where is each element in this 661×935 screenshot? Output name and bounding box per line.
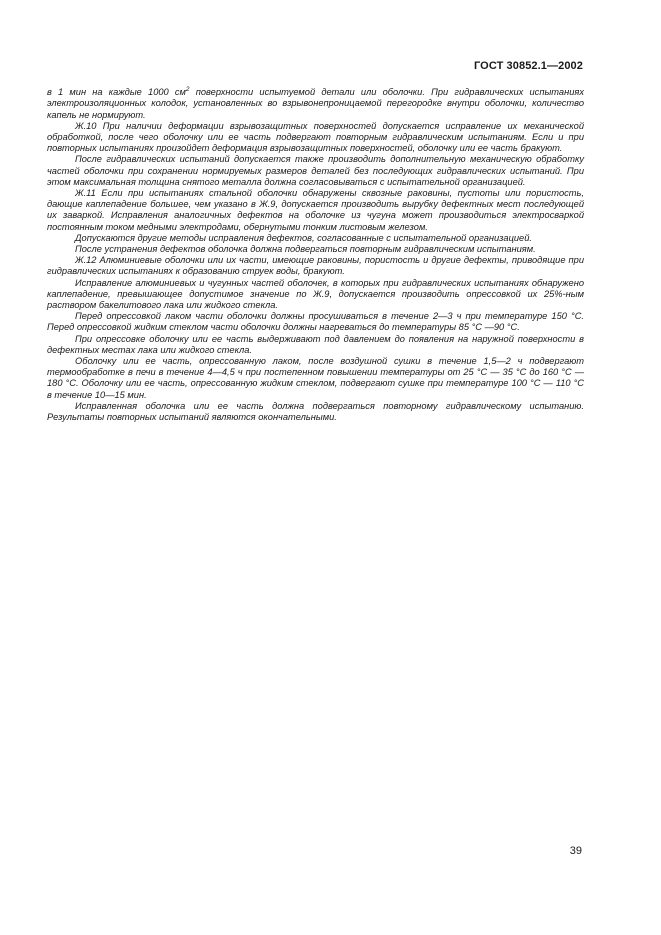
paragraph-zh10: Ж.10 При наличии деформации взрывозащитных поверхностей допускается исправление их механической обработкой, после чего оболочку или ее часть подвергают повторным гидравлическим испытаниям. Если и при повторных испытаниях произойдет деформация взрывозащитных поверхностей, оболочку или ее часть бракуют. (47, 120, 584, 154)
paragraph-text: в 1 мин на каждые 1000 см (47, 87, 186, 98)
document-header (474, 60, 583, 72)
paragraph: Исправление алюминиевых и чугунных частей оболочек, в которых при гидравлических испытаниях обнаружено каплепадение, превышающее допустимое значение по Ж.9, допускается производить опрессовкой их 25%-ным раствором бакелитового лака или жидкого стекла. (47, 277, 584, 310)
paragraph: Перед опрессовкой лаком части оболочки должны просушиваться в течение 2—3 ч при температуре 150 °С. Перед опрессовкой жидким стеклом части оболочки должны нагреваться до температуры 85 °С —90 °С. (47, 311, 584, 333)
page-body (47, 84, 584, 423)
standard-number: ГОСТ 30852.1—2002 (473, 60, 583, 72)
page-number: 39 (569, 845, 582, 857)
paragraph-zh12: Ж.12 Алюминиевые оболочки или их части, имеющие раковины, пористость и другие дефекты, приводящие при гидравлических испытаниях к образованию струек воды, бракуют. (47, 255, 584, 277)
paragraph-zh11: Ж.11 Если при испытаниях стальной оболочки обнаружены сквозные раковины, пустоты или пористость, дающие каплепадение большее, чем указано в Ж.9, допускается производить вырубку дефектных мест последующей их заваркой. Исправления аналогичных дефектов на оболочке из чугуна может производиться электросваркой постоянным током медными электродами, обернутыми тонким листовым железом. (47, 187, 584, 232)
paragraph: При опрессовке оболочку или ее часть выдерживают под давлением до появления на наружной поверхности в дефектных местах лака или жидкого стекла. (47, 333, 584, 355)
paragraph: Исправленная оболочка или ее часть должна подвергаться повторному гидравлическому испытанию. Результаты повторных испытаний являются окончательными. (47, 400, 584, 422)
superscript: 2 (185, 86, 190, 93)
paragraph-text: поверхности испытуемой детали или оболочки. При гидравлических испытаниях электроизоляционных колодок, установленных во взрывонепроницаемой перегородке внутри оболочки, количество капель не нормируют. (47, 87, 584, 120)
paragraph: Допускаются другие методы исправления дефектов, согласованные с испытательной организацией. (75, 232, 532, 243)
paragraph: Оболочку или ее часть, опрессованную лаком, после воздушной сушки в течение 1,5—2 ч подвергают термообработке в печи в течение 4—4,5 ч при постепенном повышении температуры от 25 °С — 35 °С до 160 °С — 180 °С. Оболочку или ее часть, опрессованную жидким стеклом, подвергают сушке при температуре 100 °С — 110 °С в течение 10—15 мин. (47, 355, 584, 400)
paragraph: После гидравлических испытаний допускается также производить дополнительную механическую обработку частей оболочки при сохранении нормируемых размеров деталей без последующих гидравлических испытаний. При этом максимальная толщина снятого металла должна согласовываться с испытательной организацией. (47, 154, 584, 187)
paragraph: После устранения дефектов оболочка должна подвергаться повторным гидравлическим испытаниям. (75, 243, 536, 254)
paragraph (47, 84, 584, 121)
